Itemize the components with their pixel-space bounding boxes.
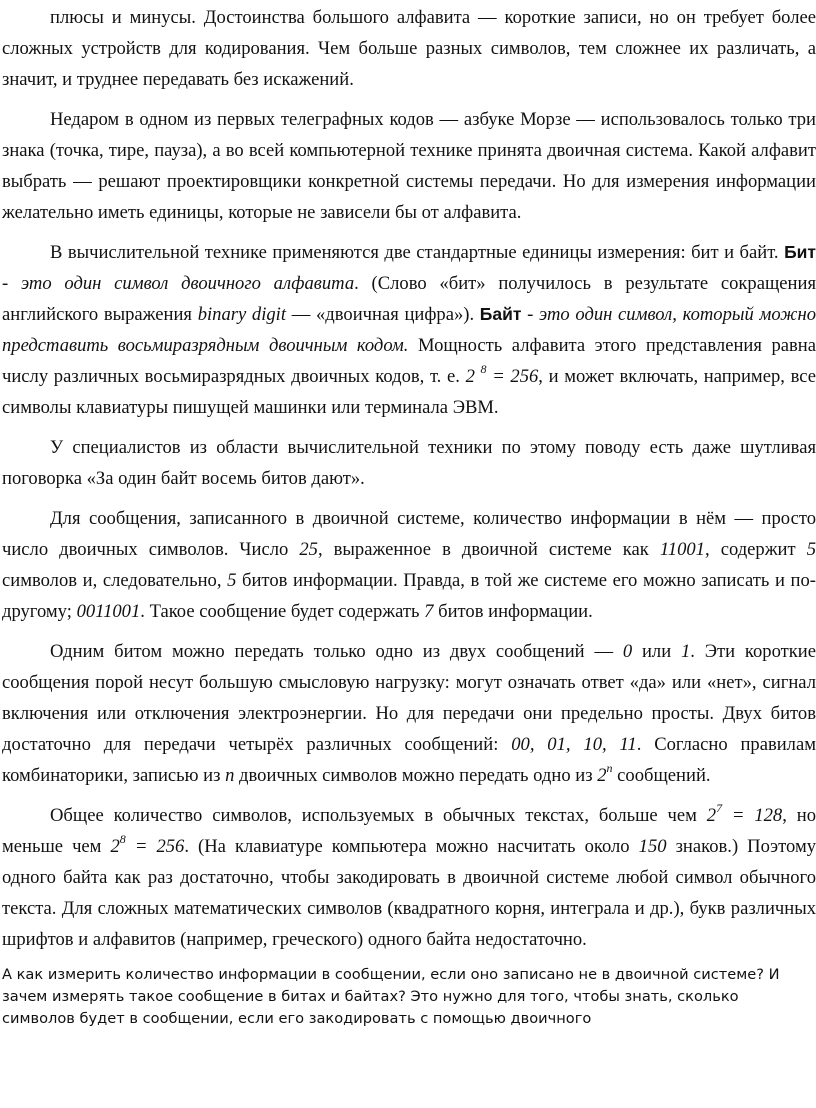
number: 7: [424, 601, 434, 622]
text: знаков.) Поэтому одного байта как раз достаточно, чтобы закодировать в двоичной системе любой символ обычного текста. Для сложных математических символов (квадратного корня, интеграла и др.), букв различных шрифтов и алфавитов (например, греческого) одного байта недостаточно.: [2, 836, 816, 950]
paragraph-bit-byte-definition: [2, 237, 816, 423]
formula-exponent: n: [606, 760, 613, 775]
formula-result: = 128: [722, 805, 783, 826]
formula-exponent: 8: [119, 831, 126, 846]
formula-base: 2: [465, 366, 481, 387]
paragraph-alphabet-pros-cons: плюсы и минусы. Достоинства большого алфавита — короткие записи, но он требует более сложных устройств для кодирования. Чем больше разных символов, тем сложнее их различать, а значит, и труднее передавать без искажений.: [2, 7, 816, 90]
text: битов информации.: [433, 601, 593, 622]
text: , содержит: [704, 539, 807, 560]
formula-result: = 256: [125, 836, 185, 857]
text: сообщений.: [612, 765, 711, 786]
number: 25: [299, 539, 318, 560]
formula-base: 2: [706, 805, 717, 826]
definition-bit: это один символ двоичного алфавита: [20, 273, 355, 294]
paragraph-binary-count: [2, 503, 816, 627]
number: 150: [638, 836, 667, 857]
term-byte: Байт: [479, 304, 522, 324]
binary-codes-list: 00, 01, 10, 11: [511, 734, 637, 755]
text: . (Слово «бит» получилось в результате сокращения английского выражения: [2, 273, 816, 325]
text: . (На клавиатуре компьютера можно насчитать около: [184, 836, 639, 857]
formula-2-pow-7: [706, 800, 783, 826]
variable-n: n: [225, 765, 235, 786]
number: 5: [227, 570, 237, 591]
text: . Эти короткие сообщения порой несут большую смысловую нагрузку: могут означать ответ «да» или «нет», сигнал включения или отключения электроэнергии. Но для передачи они предельно просты. Двух битов достаточно для передачи четырёх различных сообщений:: [2, 641, 816, 755]
footer-paragraph: А как измерить количество информации в сообщении, если оно записано не в двоичной системе? И зачем измерять такое сообщение в битах и байтах? Это нужно для того, чтобы знать, сколько символов будет в сообщении, если его закодировать с помощью двоичного: [2, 966, 780, 1027]
formula-base: 2: [597, 765, 607, 786]
paragraph-character-count: [2, 800, 816, 955]
text: -: [2, 273, 21, 294]
number: 0: [622, 641, 633, 662]
text: Для сообщения, записанного в двоичной системе, количество информации в нём — просто число двоичных символов. Число: [2, 508, 816, 560]
text: Общее количество символов, используемых в обычных текстах, больше чем: [50, 805, 707, 826]
text: В вычислительной технике применяются две стандартные единицы измерения: бит и байт.: [50, 242, 779, 263]
formula-2-pow-8: [110, 831, 185, 857]
formula-result: = 256: [486, 366, 539, 387]
text: , но меньше чем: [2, 805, 816, 857]
paragraph-morse-code: Недаром в одном из первых телеграфных кодов — азбуке Морзе — использовалось только три знака (точка, тире, пауза), а во всей компьютерной технике принята двоичная система. Какой алфавит выбрать — решают проектировщики конкретной системы передачи. Но для измерения информации желательно иметь единицы, которые не зависели бы от алфавита.: [2, 109, 816, 223]
definition-byte: это один символ, который можно представить восьмиразрядным двоичным кодом.: [2, 304, 816, 356]
formula-2-pow-8: [465, 361, 539, 387]
formula-exponent: 7: [716, 800, 723, 815]
paragraph-proverb: У специалистов из области вычислительной техники по этому поводу есть даже шутливая поговорка «За один байт восемь битов дают».: [2, 437, 816, 489]
text: -: [521, 304, 540, 325]
paragraph-one-bit: [2, 636, 816, 791]
text: , и может включать, например, все символы клавиатуры пишущей машинки или терминала ЭВМ.: [2, 366, 816, 418]
text: Мощность алфавита этого представления равна числу различных восьмиразрядных двоичных кодов, т. е.: [2, 335, 816, 387]
text: или: [632, 641, 681, 662]
term-bit: Бит: [784, 242, 816, 262]
text: — «двоичная цифра»).: [286, 304, 480, 325]
formula-base: 2: [110, 836, 120, 857]
binary-code: 11001: [659, 539, 705, 560]
text: . Согласно правилам комбинаторики, записью из: [2, 734, 816, 786]
document-body: [2, 2, 816, 955]
term-binary-digit: binary digit: [197, 304, 287, 325]
number: 1: [680, 641, 691, 662]
formula-2-pow-n: [597, 760, 613, 786]
binary-code: 0011001: [76, 601, 141, 622]
text: Одним битом можно передать только одно из двух сообщений —: [50, 641, 623, 662]
text: . Такое сообщение будет содержать: [140, 601, 425, 622]
formula-exponent: 8: [480, 361, 487, 376]
text: символов и, следовательно,: [2, 570, 228, 591]
text: двоичных символов можно передать одно из: [234, 765, 598, 786]
text: , выраженное в двоичной системе как: [317, 539, 660, 560]
number: 5: [806, 539, 816, 560]
text: битов информации. Правда, в той же системе его можно записать и по-другому;: [2, 570, 816, 622]
